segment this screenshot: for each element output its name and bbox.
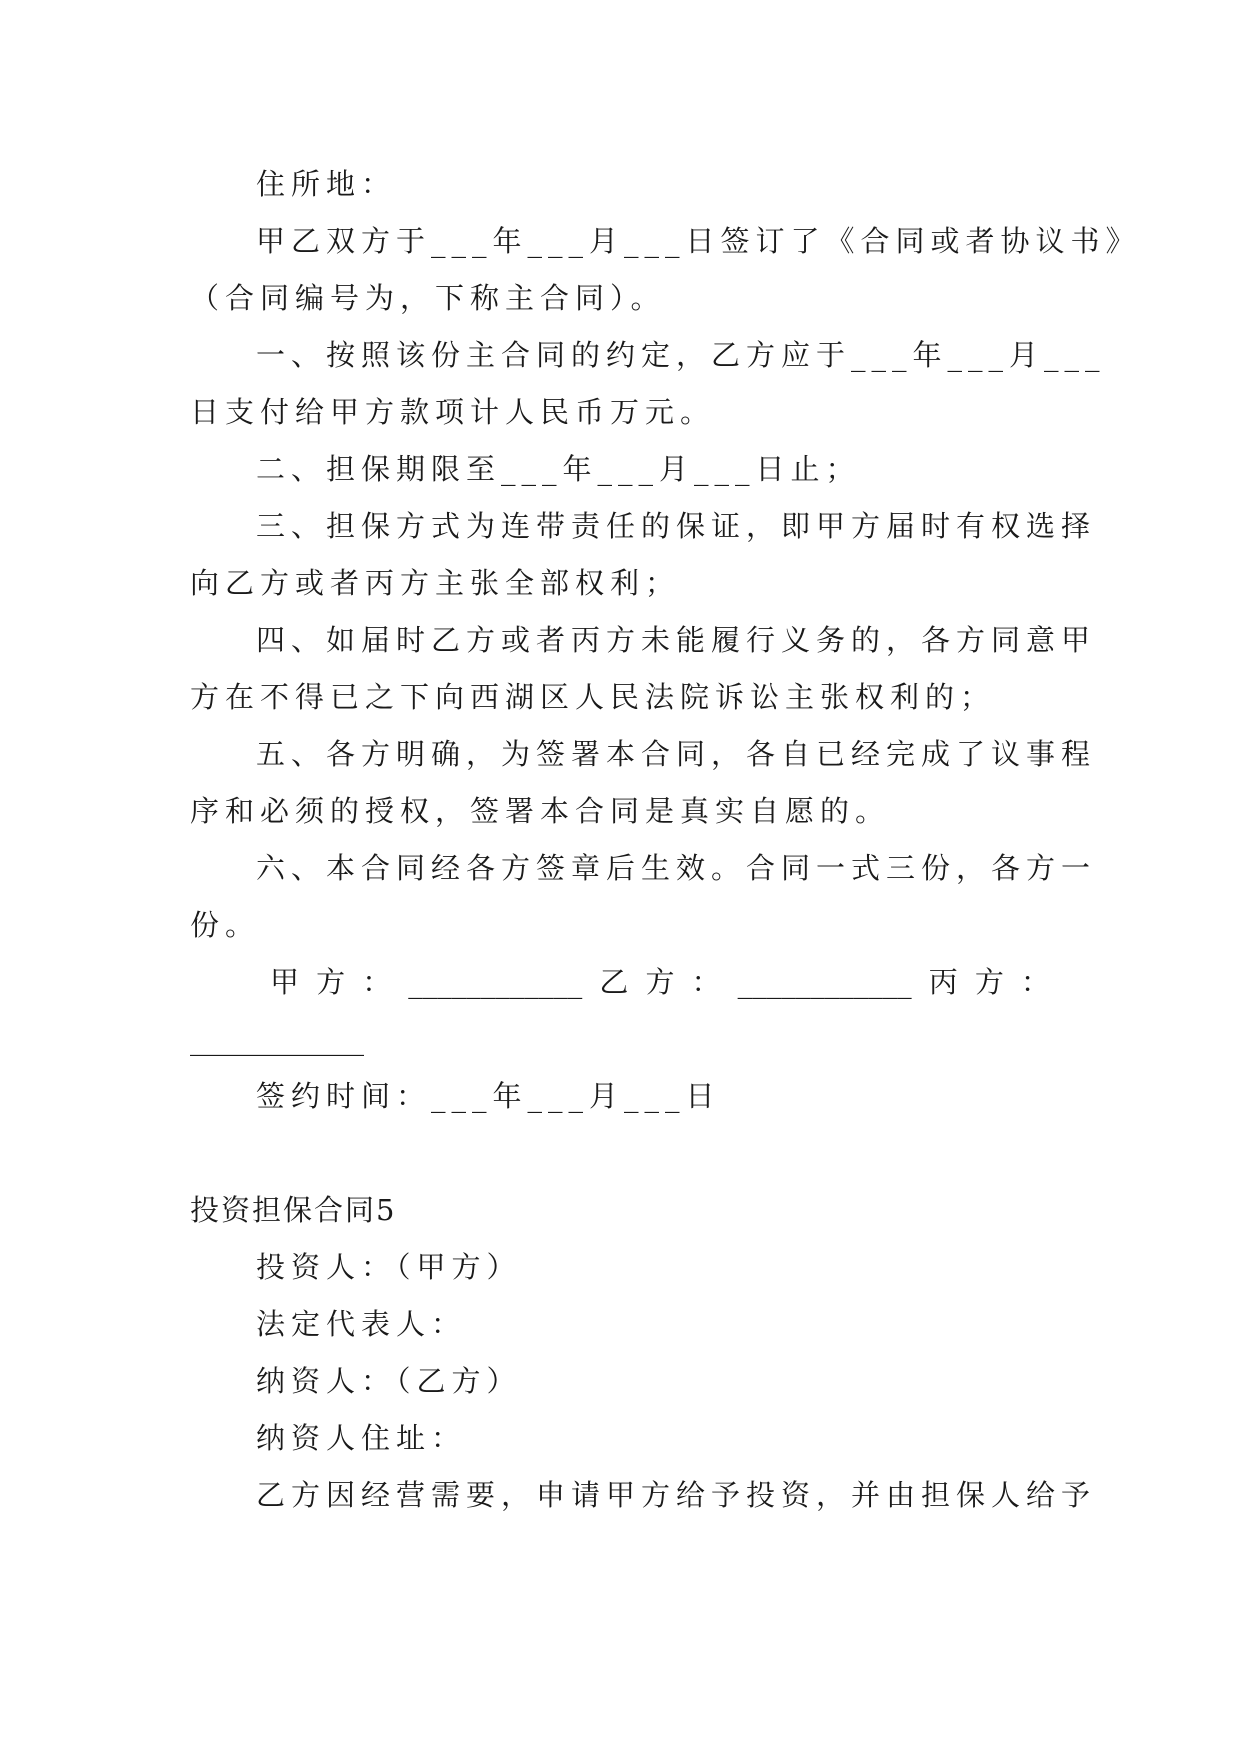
party-b-signature-blank: ____________	[737, 965, 912, 999]
party-c-signature-blank: ____________	[190, 1022, 364, 1056]
signature-line: 甲 方 ： ____________ 乙 方 ： ____________ 丙 方 ：	[270, 962, 1050, 1002]
paragraph-line: 乙方因经营需要，申请甲方给予投资，并由担保人给予	[256, 1478, 1097, 1512]
clause-1-line: 日支付给甲方款项计人民币万元。	[190, 395, 716, 429]
clause-2-line: 二、担保期限至___年___月___日止；	[256, 452, 861, 486]
clause-4-line: 四、如届时乙方或者丙方未能履行义务的，各方同意甲	[256, 623, 1097, 657]
paragraph-line: 甲乙双方于___年___月___日签订了《合同或者协议书》	[256, 224, 1141, 258]
clause-6-line: 六、本合同经各方签章后生效。合同一式三份，各方一	[256, 851, 1097, 885]
investor-line: 投资人：（甲方）	[256, 1250, 522, 1284]
clause-1-line: 一、按照该份主合同的约定，乙方应于___年___月___	[256, 338, 1106, 372]
party-b-label: 乙	[599, 965, 629, 999]
clause-5-line: 序和必须的授权，签署本合同是真实自愿的。	[190, 794, 891, 828]
party-a-label: 甲	[270, 965, 300, 999]
party-a-signature-blank: ____________	[408, 965, 583, 999]
clause-3-line: 三、担保方式为连带责任的保证，即甲方届时有权选择	[256, 509, 1097, 543]
clause-3-line: 向乙方或者丙方主张全部权利；	[190, 566, 681, 600]
address-line: 住所地：	[256, 167, 397, 201]
paragraph-line: （合同编号为，下称主合同）。	[190, 281, 666, 315]
sign-date-line: 签约时间：___年___月___日	[256, 1079, 721, 1113]
recipient-address-line: 纳资人住址：	[256, 1421, 467, 1455]
clause-4-line: 方在不得已之下向西湖区人民法院诉讼主张权利的；	[190, 680, 996, 714]
party-c-label: 丙	[928, 965, 958, 999]
clause-6-line: 份。	[190, 908, 261, 942]
recipient-line: 纳资人：（乙方）	[256, 1364, 522, 1398]
clause-5-line: 五、各方明确，为签署本合同，各自已经完成了议事程	[256, 737, 1097, 771]
legal-representative-line: 法定代表人：	[256, 1307, 467, 1341]
section-title: 投资担保合同5	[190, 1193, 397, 1227]
